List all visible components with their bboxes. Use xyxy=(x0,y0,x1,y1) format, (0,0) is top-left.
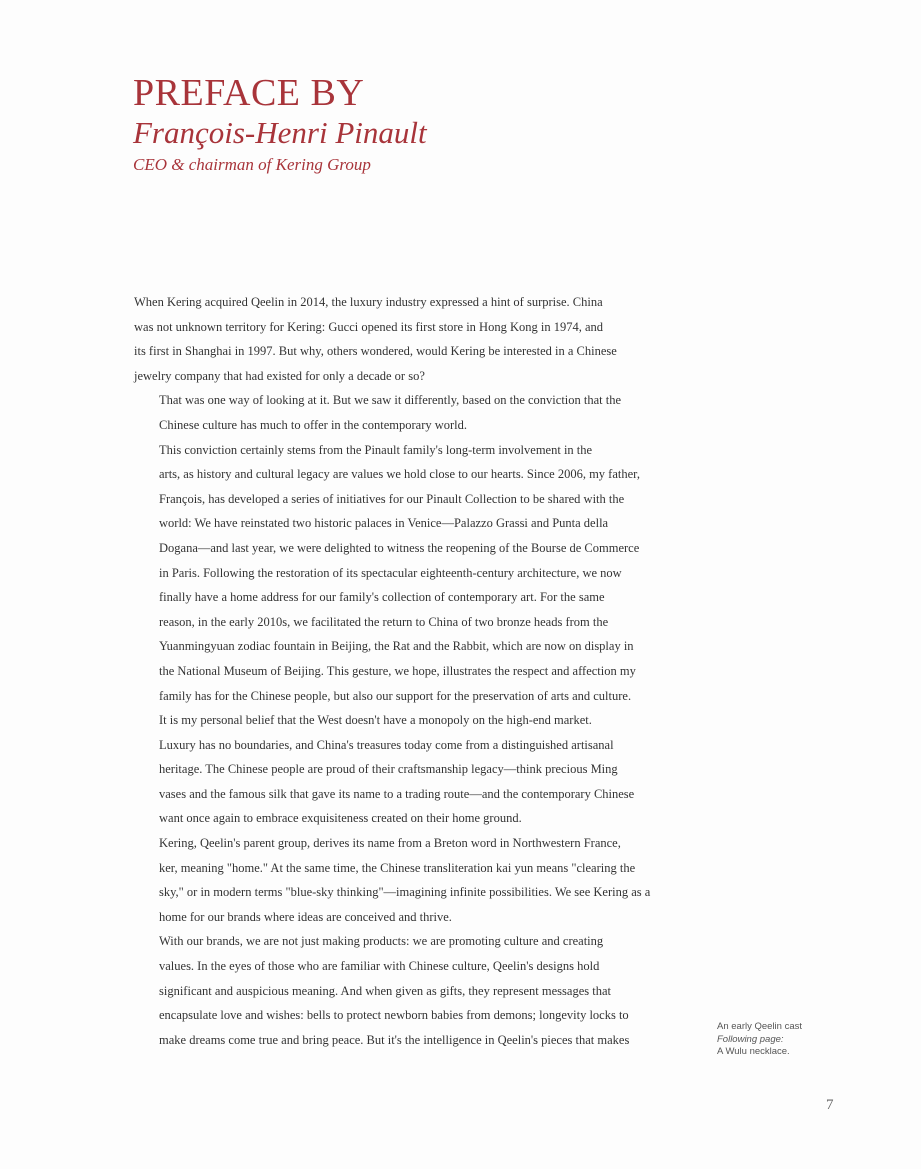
text-line: the National Museum of Beijing. This gesture, we hope, illustrates the respect and affection my xyxy=(159,663,636,678)
body-paragraph xyxy=(134,290,666,388)
body-paragraph xyxy=(134,438,666,709)
text-line: family has for the Chinese people, but also our support for the preservation of arts and culture. xyxy=(159,688,632,703)
image-caption xyxy=(717,1021,847,1059)
text-line: encapsulate love and wishes: bells to protect newborn babies from demons; longevity locks to xyxy=(159,1008,629,1023)
page-title: PREFACE BY xyxy=(133,72,365,114)
text-line: heritage. The Chinese people are proud of their craftsmanship legacy—think precious Ming xyxy=(159,762,618,777)
body-paragraph xyxy=(134,929,666,1052)
text-line: was not unknown territory for Kering: Gucci opened its first store in Hong Kong in 1974, and xyxy=(134,319,604,334)
text-line: significant and auspicious meaning. And when given as gifts, they represent messages that xyxy=(159,983,611,998)
caption-line: An early Qeelin cast xyxy=(717,1021,803,1032)
text-line: Kering, Qeelin's parent group, derives its name from a Breton word in Northwestern France, xyxy=(159,836,621,851)
page-number: 7 xyxy=(826,1097,834,1113)
text-line: This conviction certainly stems from the Pinault family's long-term involvement in the xyxy=(159,442,593,457)
text-line: want once again to embrace exquisiteness created on their home ground. xyxy=(159,811,522,826)
body-paragraph xyxy=(134,708,666,831)
text-line: ker, meaning "home." At the same time, the Chinese transliteration kai yun means "clearing the xyxy=(159,860,636,875)
text-line: vases and the famous silk that gave its name to a trading route—and the contemporary Chinese xyxy=(159,786,635,801)
text-line: home for our brands where ideas are conceived and thrive. xyxy=(159,909,452,924)
text-line: Dogana—and last year, we were delighted to witness the reopening of the Bourse de Commerce xyxy=(159,540,640,555)
body-paragraph xyxy=(134,831,666,929)
text-line: finally have a home address for our family's collection of contemporary art. For the same xyxy=(159,590,605,605)
text-line: world: We have reinstated two historic palaces in Venice—Palazzo Grassi and Punta della xyxy=(159,516,609,531)
text-line: Yuanmingyuan zodiac fountain in Beijing, the Rat and the Rabbit, which are now on display in xyxy=(159,639,634,654)
text-line: Chinese culture has much to offer in the contemporary world. xyxy=(159,417,468,432)
caption-line: A Wulu necklace. xyxy=(717,1046,790,1057)
text-line: values. In the eyes of those who are familiar with Chinese culture, Qeelin's designs hold xyxy=(159,959,600,974)
author-role: CEO & chairman of Kering Group xyxy=(133,155,371,174)
text-line: It is my personal belief that the West doesn't have a monopoly on the high-end market. xyxy=(159,713,592,728)
text-line: its first in Shanghai in 1997. But why, others wondered, would Kering be interested in a Chinese xyxy=(134,344,617,359)
text-line: Luxury has no boundaries, and China's treasures today come from a distinguished artisanal xyxy=(159,737,614,752)
text-line: arts, as history and cultural legacy are values we hold close to our hearts. Since 2006, my father, xyxy=(159,467,640,482)
text-line: François, has developed a series of initiatives for our Pinault Collection to be shared with the xyxy=(159,491,625,506)
author-name: François-Henri Pinault xyxy=(133,115,427,150)
preface-heading xyxy=(133,72,427,178)
text-line: That was one way of looking at it. But we saw it differently, based on the conviction that the xyxy=(159,393,622,408)
text-line: make dreams come true and bring peace. But it's the intelligence in Qeelin's pieces that makes xyxy=(159,1032,630,1047)
body-paragraph xyxy=(134,388,666,437)
text-line: jewelry company that had existed for only a decade or so? xyxy=(134,368,425,383)
text-line: in Paris. Following the restoration of its spectacular eighteenth-century architecture, we now xyxy=(159,565,622,580)
body-text xyxy=(134,290,666,1052)
text-line: reason, in the early 2010s, we facilitated the return to China of two bronze heads from the xyxy=(159,614,609,629)
text-line: With our brands, we are not just making products: we are promoting culture and creating xyxy=(159,934,604,949)
text-line: When Kering acquired Qeelin in 2014, the luxury industry expressed a hint of surprise. China xyxy=(134,295,603,309)
caption-line: Following page: xyxy=(717,1033,784,1045)
text-line: sky," or in modern terms "blue-sky thinking"—imagining infinite possibilities. We see Kering as a xyxy=(159,885,651,900)
